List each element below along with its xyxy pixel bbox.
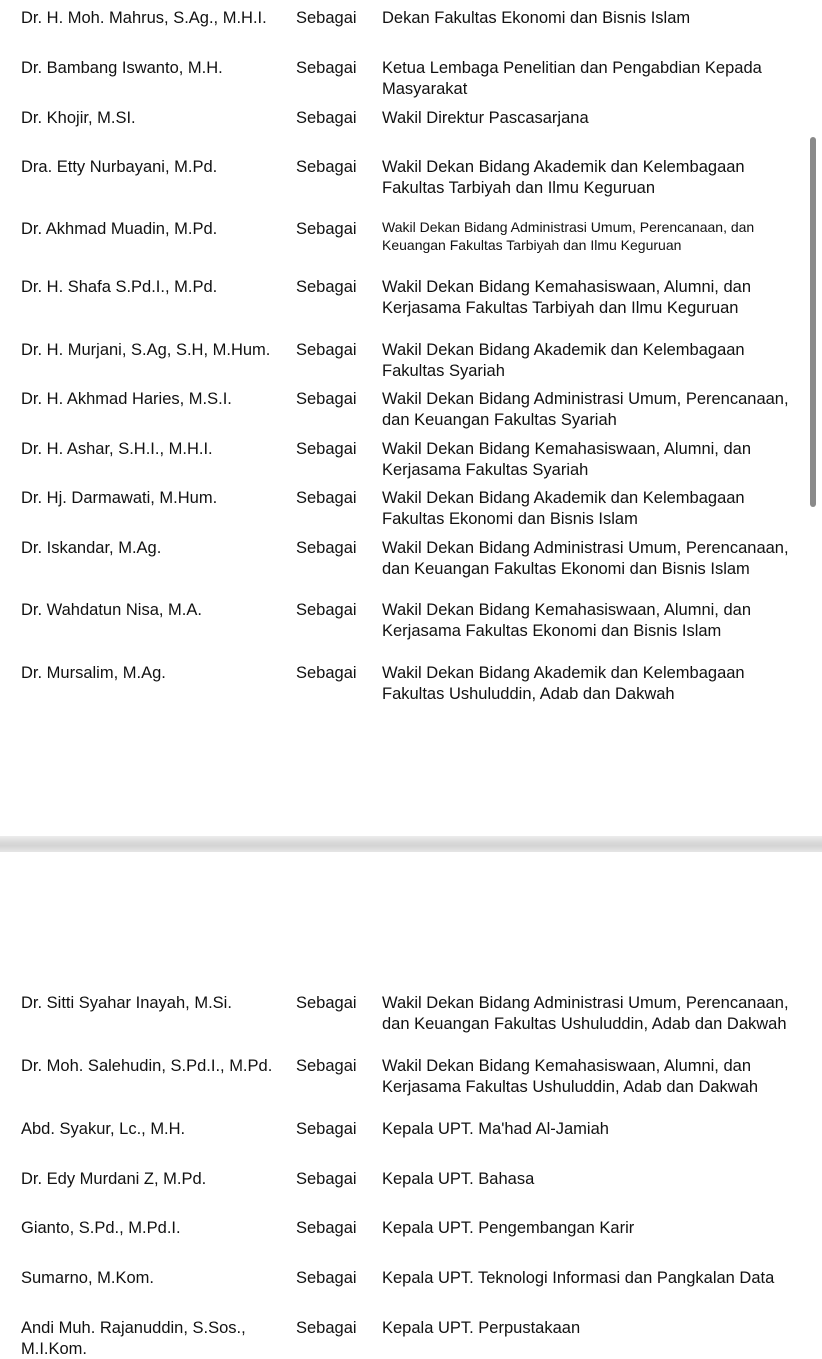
position-title: Wakil Dekan Bidang Kemahasiswaan, Alumni, dan Kerjasama Fakultas Ushuluddin, Adab dan Dakwah — [382, 1057, 759, 1096]
sebagai-label: Sebagai — [296, 601, 357, 619]
sebagai-label: Sebagai — [296, 158, 357, 176]
sebagai-label: Sebagai — [296, 1219, 357, 1237]
official-name: Andi Muh. Rajanuddin, S.Sos., M.I.Kom. — [21, 1319, 246, 1358]
page-separator — [0, 836, 822, 852]
official-name: Abd. Syakur, Lc., M.H. — [21, 1120, 186, 1138]
sebagai-label: Sebagai — [296, 109, 357, 127]
official-name: Dr. Moh. Salehudin, S.Pd.I., M.Pd. — [21, 1057, 273, 1075]
official-name: Dr. H. Ashar, S.H.I., M.H.I. — [21, 440, 213, 458]
position-title: Wakil Dekan Bidang Kemahasiswaan, Alumni, dan Kerjasama Fakultas Ekonomi dan Bisnis Islam — [382, 601, 752, 640]
position-title: Wakil Dekan Bidang Akademik dan Kelembagaan Fakultas Ekonomi dan Bisnis Islam — [382, 489, 745, 528]
sebagai-label: Sebagai — [296, 341, 357, 359]
position-title: Wakil Dekan Bidang Administrasi Umum, Perencanaan, dan Keuangan Fakultas Syariah — [382, 390, 789, 429]
official-name: Dr. Akhmad Muadin, M.Pd. — [21, 220, 218, 238]
official-name: Dr. Sitti Syahar Inayah, M.Si. — [21, 994, 232, 1012]
sebagai-label: Sebagai — [296, 1057, 357, 1075]
position-title: Wakil Dekan Bidang Kemahasiswaan, Alumni, dan Kerjasama Fakultas Syariah — [382, 440, 752, 479]
official-name: Dr. Mursalim, M.Ag. — [21, 664, 166, 682]
position-title: Dekan Fakultas Ekonomi dan Bisnis Islam — [382, 9, 691, 27]
position-title: Wakil Dekan Bidang Administrasi Umum, Perencanaan, dan Keuangan Fakultas Tarbiyah dan Ilmu Keguruan — [382, 219, 755, 253]
position-title: Wakil Dekan Bidang Akademik dan Kelembagaan Fakultas Syariah — [382, 341, 745, 380]
sebagai-label: Sebagai — [296, 539, 357, 557]
sebagai-label: Sebagai — [296, 278, 357, 296]
sebagai-label: Sebagai — [296, 489, 357, 507]
official-name: Dr. H. Murjani, S.Ag, S.H, M.Hum. — [21, 341, 271, 359]
document-page-2 — [0, 852, 822, 1358]
official-name: Sumarno, M.Kom. — [21, 1269, 154, 1287]
sebagai-label: Sebagai — [296, 664, 357, 682]
position-title: Kepala UPT. Ma'had Al-Jamiah — [382, 1120, 609, 1138]
official-name: Dr. H. Shafa S.Pd.I., M.Pd. — [21, 278, 218, 296]
position-title: Kepala UPT. Teknologi Informasi dan Pangkalan Data — [382, 1269, 775, 1287]
scrollbar-thumb[interactable] — [810, 137, 816, 507]
official-name: Dr. H. Moh. Mahrus, S.Ag., M.H.I. — [21, 9, 267, 27]
sebagai-label: Sebagai — [296, 59, 357, 77]
position-title: Ketua Lembaga Penelitian dan Pengabdian Kepada Masyarakat — [382, 59, 762, 98]
sebagai-label: Sebagai — [296, 9, 357, 27]
position-title: Wakil Dekan Bidang Akademik dan Kelembagaan Fakultas Ushuluddin, Adab dan Dakwah — [382, 664, 745, 703]
position-title: Wakil Dekan Bidang Kemahasiswaan, Alumni, dan Kerjasama Fakultas Tarbiyah dan Ilmu Keguruan — [382, 278, 752, 317]
position-title: Wakil Dekan Bidang Akademik dan Kelembagaan Fakultas Tarbiyah dan Ilmu Keguruan — [382, 158, 745, 197]
official-name: Dr. H. Akhmad Haries, M.S.I. — [21, 390, 232, 408]
position-title: Kepala UPT. Pengembangan Karir — [382, 1219, 635, 1237]
position-title: Wakil Direktur Pascasarjana — [382, 109, 589, 127]
position-title: Kepala UPT. Perpustakaan — [382, 1319, 581, 1337]
official-name: Dr. Edy Murdani Z, M.Pd. — [21, 1170, 207, 1188]
official-name: Dr. Wahdatun Nisa, M.A. — [21, 601, 202, 619]
official-name: Dr. Iskandar, M.Ag. — [21, 539, 162, 557]
sebagai-label: Sebagai — [296, 1319, 357, 1337]
sebagai-label: Sebagai — [296, 390, 357, 408]
official-name: Dra. Etty Nurbayani, M.Pd. — [21, 158, 218, 176]
position-title: Wakil Dekan Bidang Administrasi Umum, Perencanaan, dan Keuangan Fakultas Ushuluddin, Adab dan Dakwah — [382, 994, 789, 1033]
sebagai-label: Sebagai — [296, 440, 357, 458]
sebagai-label: Sebagai — [296, 994, 357, 1012]
sebagai-label: Sebagai — [296, 1120, 357, 1138]
official-name: Gianto, S.Pd., M.Pd.I. — [21, 1219, 181, 1237]
official-name: Dr. Hj. Darmawati, M.Hum. — [21, 489, 218, 507]
sebagai-label: Sebagai — [296, 1170, 357, 1188]
official-name: Dr. Khojir, M.SI. — [21, 109, 136, 127]
sebagai-label: Sebagai — [296, 1269, 357, 1287]
position-title: Wakil Dekan Bidang Administrasi Umum, Perencanaan, dan Keuangan Fakultas Ekonomi dan Bisnis Islam — [382, 539, 789, 578]
position-title: Kepala UPT. Bahasa — [382, 1170, 535, 1188]
sebagai-label: Sebagai — [296, 220, 357, 238]
official-name: Dr. Bambang Iswanto, M.H. — [21, 59, 223, 77]
